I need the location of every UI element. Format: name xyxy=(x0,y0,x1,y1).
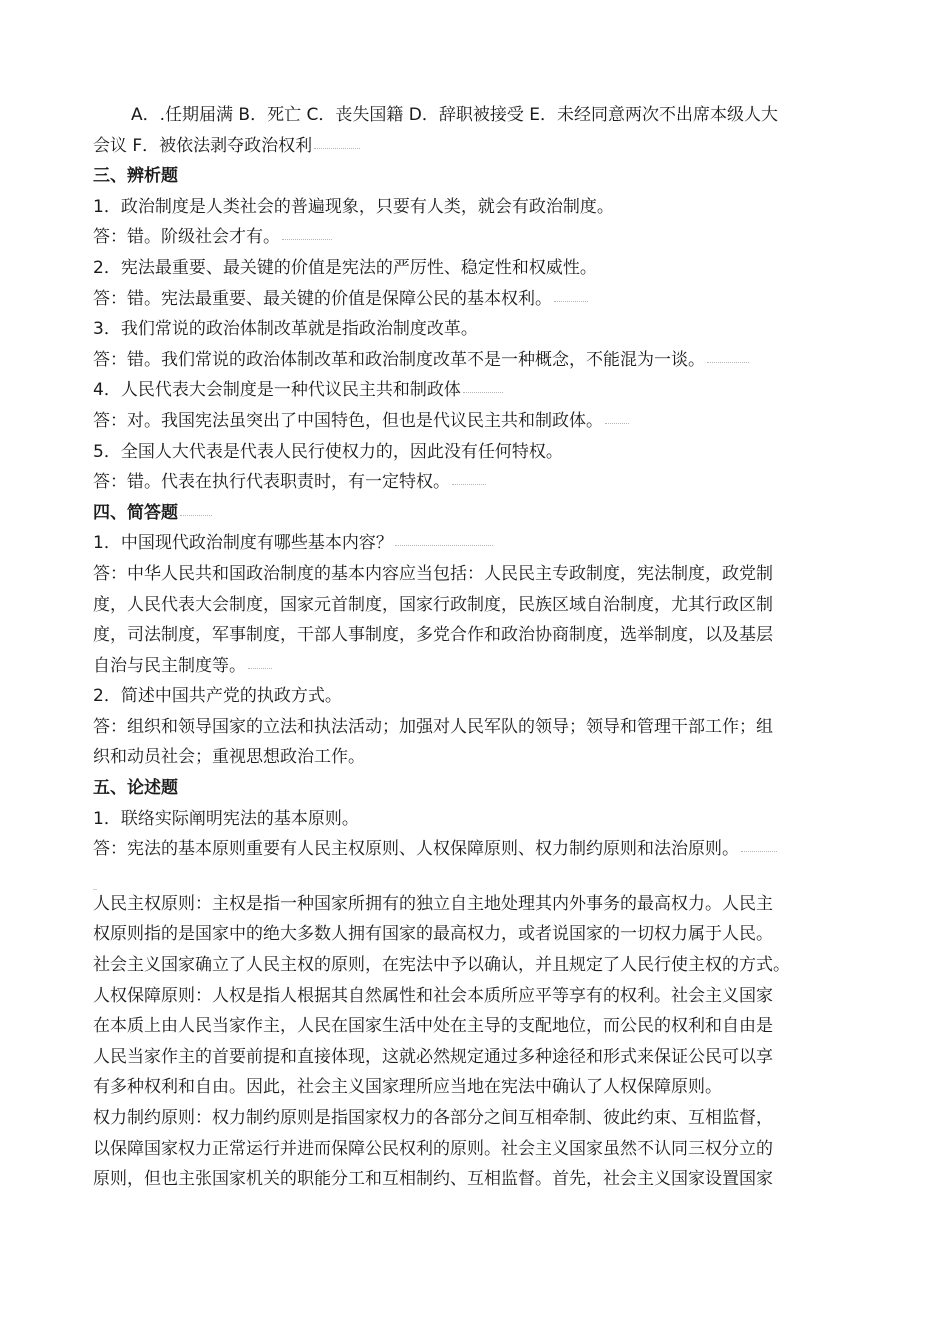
section-3-heading: 三、辨析题 xyxy=(93,166,178,187)
section-3-answer-5 xyxy=(93,467,868,498)
answer-text: 答：错。我们常说的政治体制改革和政治制度改革不是一种概念，不能混为一谈。 xyxy=(93,349,705,370)
body-paragraph-line-4: 人权保障原则：人权是指人根据其自然属性和社会本质所应平等享有的权利。社会主义国家 xyxy=(93,985,773,1006)
leader-dots xyxy=(741,850,777,852)
options-line-2 xyxy=(93,131,868,162)
section-4-answer-1-line-4 xyxy=(93,651,868,682)
section-3-answer-4 xyxy=(93,406,868,437)
leader-dots xyxy=(554,300,588,302)
leader-dots xyxy=(395,544,493,546)
answer-text: 答：错。代表在执行代表职责时，有一定特权。 xyxy=(93,472,450,493)
body-paragraph-line-7: 有多种权利和自由。因此，社会主义国家理所应当地在宪法中确认了人权保障原则。 xyxy=(93,1077,722,1098)
body-paragraph-line-5: 在本质上由人民当家作主，人民在国家生活中处在主导的支配地位，而公民的权利和自由是 xyxy=(93,1016,773,1037)
answer-text: 答：错。阶级社会才有。 xyxy=(93,227,280,248)
question-text: 4．人民代表大会制度是一种代议民主共和制政体 xyxy=(93,380,461,401)
section-4-answer-2-line-1: 答：组织和领导国家的立法和执法活动；加强对人民军队的领导；领导和管理干部工作；组 xyxy=(93,716,773,737)
section-4-question-2: 2．简述中国共产党的执政方式。 xyxy=(93,686,342,707)
answer-text: 答：宪法的基本原则重要有人民主权原则、人权保障原则、权力制约原则和法治原则。 xyxy=(93,839,739,860)
document-body xyxy=(93,100,868,1195)
answer-text: 答：错。宪法最重要、最关键的价值是保障公民的基本权利。 xyxy=(93,288,552,309)
leader-dots xyxy=(314,147,360,149)
section-3-answer-1 xyxy=(93,222,868,253)
section-4-heading: 四、简答题 xyxy=(93,502,178,523)
section-4-heading-line xyxy=(93,498,868,529)
leader-dots xyxy=(180,514,212,516)
paragraph-mark xyxy=(93,889,97,890)
section-3-question-5: 5．全国人大代表是代表人民行使权力的，因此没有任何特权。 xyxy=(93,441,563,462)
section-3-question-3: 3．我们常说的政治体制改革就是指政治制度改革。 xyxy=(93,319,478,340)
answer-text: 答：对。我国宪法虽突出了中国特色，但也是代议民主共和制政体。 xyxy=(93,410,603,431)
body-paragraph-line-10: 原则，但也主张国家机关的职能分工和互相制约、互相监督。首先，社会主义国家设置国家 xyxy=(93,1169,773,1190)
section-4-question-1 xyxy=(93,528,868,559)
section-3-answer-2 xyxy=(93,284,868,315)
body-paragraph-line-9: 以保障国家权力正常运行并进而保障公民权利的原则。社会主义国家虽然不认同三权分立的 xyxy=(93,1138,773,1159)
section-4-answer-1-line-1: 答：中华人民共和国政治制度的基本内容应当包括：人民民主专政制度，宪法制度，政党制 xyxy=(93,563,773,584)
section-5-heading: 五、论述题 xyxy=(93,778,178,799)
leader-dots xyxy=(605,422,629,424)
section-3-answer-3 xyxy=(93,345,868,376)
paragraph-gap xyxy=(93,865,868,889)
section-3-question-4 xyxy=(93,375,868,406)
section-3-question-1: 1．政治制度是人类社会的普遍现象，只要有人类，就会有政治制度。 xyxy=(93,196,614,217)
options-line-2-text: 会议 F．被依法剥夺政治权利 xyxy=(93,135,313,156)
section-4-answer-1-line-2: 度，人民代表大会制度，国家元首制度，国家行政制度，民族区域自治制度，尤其行政区制 xyxy=(93,594,773,615)
options-line-1: A．.任期届满 B．死亡 C．丧失国籍 D．辞职被接受 E．未经同意两次不出席本级人大 xyxy=(131,105,779,125)
leader-dots xyxy=(452,483,486,485)
question-text: 1．中国现代政治制度有哪些基本内容？ xyxy=(93,533,393,554)
section-5-answer-1 xyxy=(93,834,868,865)
body-paragraph-line-8: 权力制约原则：权力制约原则是指国家权力的各部分之间互相牵制、彼此约束、互相监督， xyxy=(93,1108,773,1128)
section-5-question-1: 1．联络实际阐明宪法的基本原则。 xyxy=(93,808,359,829)
leader-dots xyxy=(707,361,749,363)
body-paragraph-line-3: 社会主义国家确立了人民主权的原则，在宪法中予以确认，并且规定了人民行使主权的方式。 xyxy=(93,955,790,976)
answer-text: 自治与民主制度等。 xyxy=(93,655,246,676)
leader-dots xyxy=(248,667,272,669)
leader-dots xyxy=(282,238,332,240)
body-paragraph-line-1: 人民主权原则：主权是指一种国家所拥有的独立自主地处理其内外事务的最高权力。人民主 xyxy=(93,893,773,914)
body-paragraph-line-6: 人民当家作主的首要前提和直接体现，这就必然规定通过多种途径和形式来保证公民可以享 xyxy=(93,1046,773,1067)
body-paragraph-line-2: 权原则指的是国家中的绝大多数人拥有国家的最高权力，或者说国家的一切权力属于人民。 xyxy=(93,924,773,945)
section-4-answer-2-line-2: 织和动员社会；重视思想政治工作。 xyxy=(93,747,365,768)
section-3-question-2: 2．宪法最重要、最关键的价值是宪法的严厉性、稳定性和权威性。 xyxy=(93,257,597,278)
section-4-answer-1-line-3: 度，司法制度，军事制度，干部人事制度，多党合作和政治协商制度，选举制度，以及基层 xyxy=(93,625,773,646)
leader-dots xyxy=(463,391,503,393)
